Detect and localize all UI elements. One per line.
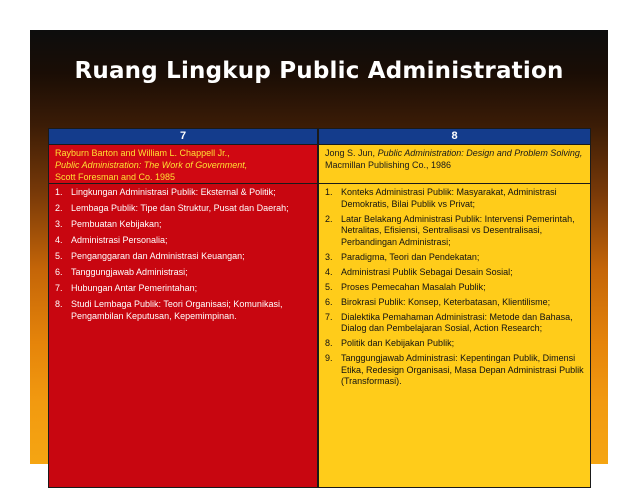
list-item: [325, 187, 584, 210]
item-text: Pembuatan Kebijakan;: [71, 219, 162, 229]
item-number: 2.: [325, 213, 333, 224]
reference-author: Jong S. Jun,: [325, 148, 376, 158]
item-number: 7.: [325, 311, 333, 322]
list-item: [325, 312, 584, 335]
item-number: 6.: [55, 267, 63, 277]
slide-title: Ruang Lingkup Public Administration: [74, 58, 564, 84]
column-header-8: 8: [319, 129, 590, 144]
column-7: [49, 129, 317, 487]
column-8: [319, 129, 590, 487]
list-item: [55, 203, 311, 215]
item-text: Latar Belakang Administrasi Publik: Intervensi Pemerintah, Netralitas, Efisiensi, Sentralisasi vs Desentralisasi, Perbandingan Administrasi;: [341, 213, 575, 247]
list-item: [325, 214, 584, 249]
item-number: 1.: [55, 187, 63, 197]
reference-cell-8: [319, 145, 590, 183]
item-text: Konteks Administrasi Publik: Masyarakat, Administrasi Demokratis, Bilai Publik vs Privat;: [341, 187, 557, 209]
items-list-7: [49, 184, 317, 487]
item-text: Birokrasi Publik: Konsep, Keterbatasan, Klientilisme;: [341, 296, 551, 307]
reference-authors: Rayburn Barton and William L. Chappell Jr.,: [55, 148, 230, 158]
item-number: 3.: [55, 219, 63, 229]
slide: [30, 30, 608, 464]
item-number: 3.: [325, 251, 333, 262]
item-number: 4.: [55, 235, 63, 245]
item-text: Lembaga Publik: Tipe dan Struktur, Pusat dan Daerah;: [71, 203, 289, 213]
list-item: [325, 353, 584, 388]
item-number: 8.: [55, 299, 63, 309]
item-text: Tanggungjawab Administrasi;: [71, 267, 188, 277]
list-item: [55, 235, 311, 247]
items-list-8: [319, 184, 590, 487]
item-text: Penganggaran dan Administrasi Keuangan;: [71, 251, 245, 261]
item-text: Administrasi Publik Sebagai Desain Sosial;: [341, 266, 513, 277]
item-number: 7.: [55, 283, 63, 293]
item-text: Paradigma, Teori dan Pendekatan;: [341, 251, 480, 262]
comparison-table: [48, 128, 591, 488]
item-number: 1.: [325, 187, 333, 197]
item-text: Proses Pemecahan Masalah Publik;: [341, 281, 486, 292]
item-text: Lingkungan Administrasi Publik: Eksternal & Politik;: [71, 187, 276, 197]
item-text: Hubungan Antar Pemerintahan;: [71, 283, 198, 293]
reference-publisher: Macmillan Publishing Co., 1986: [325, 160, 452, 170]
list-item: [325, 297, 584, 309]
item-number: 4.: [325, 266, 333, 277]
list-item: [55, 283, 311, 295]
item-number: 5.: [55, 251, 63, 261]
list-item: [55, 251, 311, 263]
reference-book-title: Public Administration: Design and Problem Solving,: [377, 148, 583, 158]
column-header-7: 7: [49, 129, 317, 144]
item-number: 2.: [55, 203, 63, 213]
list-item: [325, 338, 584, 350]
item-text: Administrasi Personalia;: [71, 235, 168, 245]
list-item: [55, 187, 311, 199]
item-text: Studi Lembaga Publik: Teori Organisasi; Komunikasi, Pengambilan Keputusan, Kepemimpinan.: [71, 299, 283, 321]
item-number: 9.: [325, 353, 333, 363]
item-text: Tanggungjawab Administrasi: Kepentingan Publik, Dimensi Etika, Redesign Organisasi, Masa Depan Administrasi Publik (Transformasi).: [341, 353, 584, 386]
item-text: Politik dan Kebijakan Publik;: [341, 338, 455, 348]
list-item: [325, 267, 584, 279]
list-item: [55, 267, 311, 279]
list-item: [325, 282, 584, 294]
list-item: [55, 219, 311, 231]
reference-publisher: Scott Foresman and Co. 1985: [55, 172, 176, 182]
item-text: Dialektika Pemahaman Administrasi: Metode dan Bahasa, Dialog dan Pembelajaran Sosial, Action Research;: [341, 311, 573, 333]
list-item: [325, 252, 584, 264]
list-item: [55, 299, 311, 322]
item-number: 8.: [325, 338, 333, 348]
reference-book-title: Public Administration: The Work of Government,: [55, 160, 248, 170]
item-number: 5.: [325, 281, 333, 292]
reference-cell-7: [49, 145, 317, 183]
item-number: 6.: [325, 296, 333, 307]
